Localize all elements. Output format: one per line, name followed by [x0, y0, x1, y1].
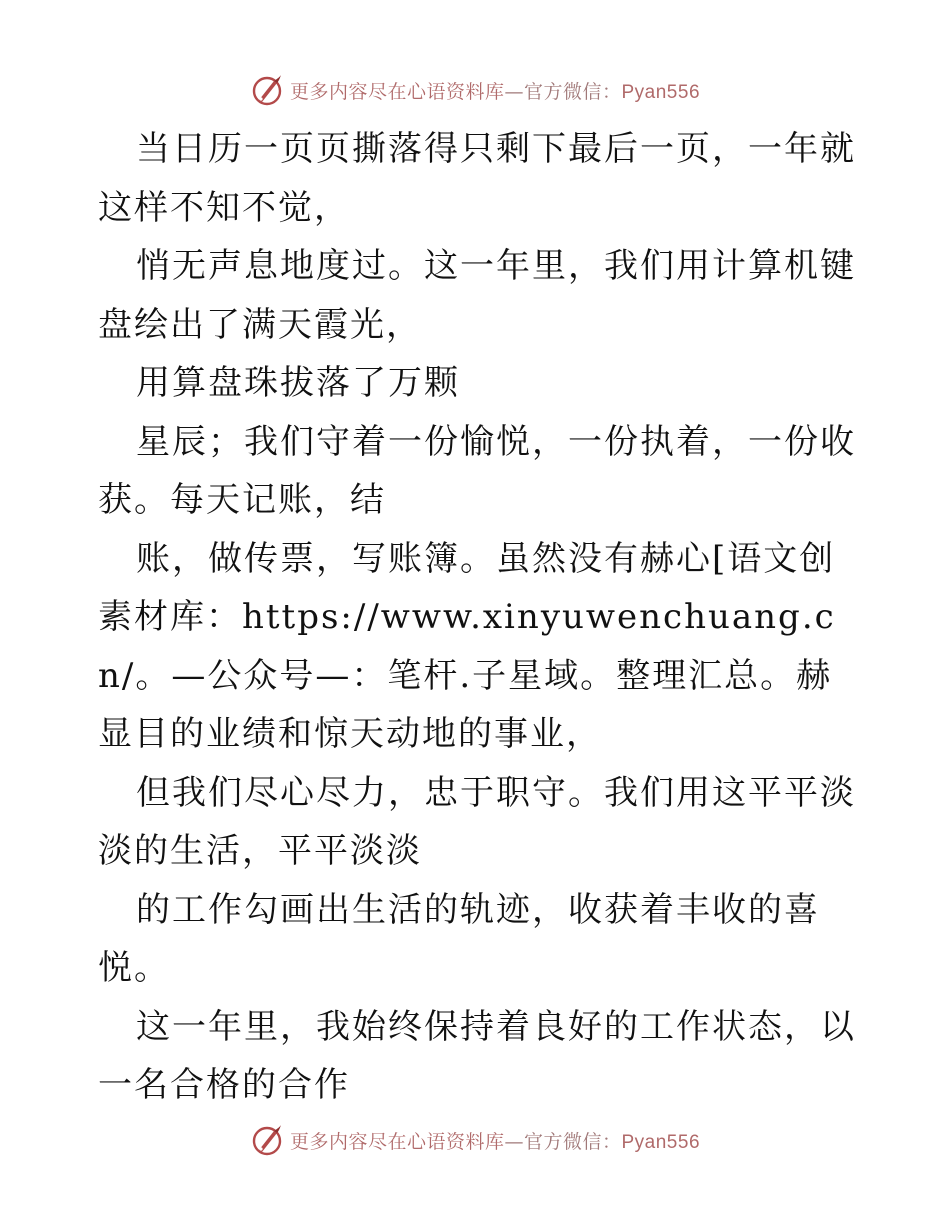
paragraph-3: 用算盘珠拔落了万颗 [136, 363, 460, 403]
paragraph-1: 当日历一页页撕落得只剩下最后一页，一年就这样不知不觉， [98, 129, 856, 228]
watermark-title: 更多内容尽在心语资料库 [289, 80, 505, 103]
watermark-wechat-label: 官方微信： [523, 1130, 622, 1153]
watermark-text [290, 77, 700, 104]
watermark-dash: — [504, 80, 524, 103]
document-body [98, 120, 858, 1115]
watermark-text [290, 1127, 700, 1154]
paragraph-8: 这一年里，我始终保持着良好的工作状态，以一名合格的合作 [98, 1006, 856, 1105]
paragraph-4: 星辰；我们守着一份愉悦，一份执着，一份收获。每天记账，结 [98, 421, 856, 520]
paragraph-2: 悄无声息地度过。这一年里，我们用计算机键盘绘出了满天霞光， [98, 246, 856, 345]
paragraph-6: 但我们尽心尽力，忠于职守。我们用这平平淡淡的生活，平平淡淡 [98, 772, 856, 871]
footer-watermark [0, 1120, 950, 1160]
watermark-wechat-id: Pyan556 [621, 81, 701, 103]
watermark-wechat-id: Pyan556 [621, 1131, 701, 1153]
paragraph-5: 账，做传票，写账簿。虽然没有赫心[语文创素材库：https://www.xinyuwenchuang.cn/。—公众号—：笔杆.子星域。整理汇总。赫显目的业绩和惊天动地的事业， [98, 538, 836, 754]
watermark-wechat-label: 官方微信： [523, 80, 622, 103]
quill-pen-icon [250, 1123, 284, 1157]
header-watermark [0, 70, 950, 110]
paragraph-7: 的工作勾画出生活的轨迹，收获着丰收的喜悦。 [98, 889, 820, 988]
watermark-dash: — [504, 1130, 524, 1153]
quill-pen-icon [250, 73, 284, 107]
watermark-title: 更多内容尽在心语资料库 [289, 1130, 505, 1153]
